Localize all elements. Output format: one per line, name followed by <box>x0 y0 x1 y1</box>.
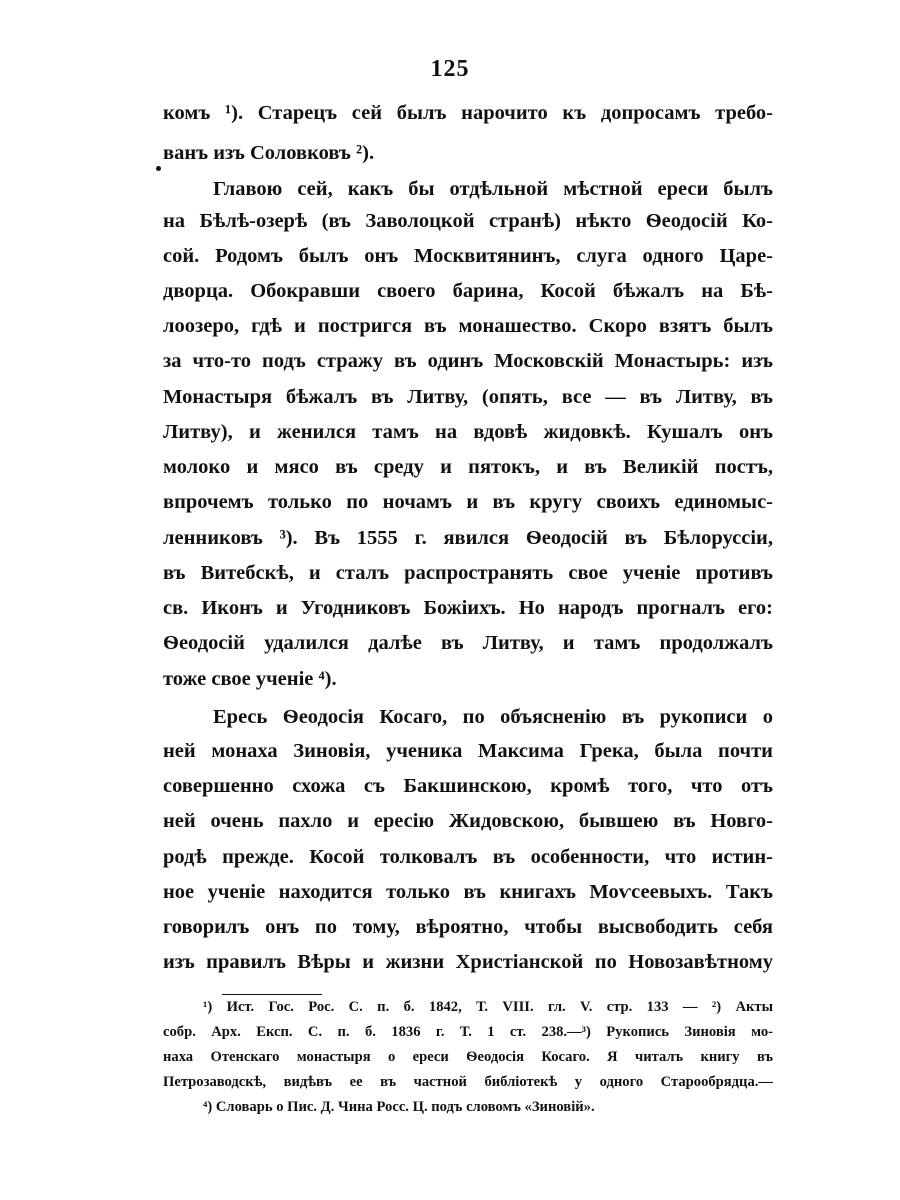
text-line: на Бѣлѣ-озерѣ (въ Заволоцкой странѣ) нѣкто Ѳеодосій Ко- <box>163 210 773 232</box>
footnote-line: наха Отенскаго монастыря о ереси Ѳеодосія Косаго. Я читалъ книгу въ <box>163 1049 773 1065</box>
text-line: лоозеро, гдѣ и постригся въ монашество. Скоро взятъ былъ <box>163 315 773 337</box>
footnote-line: ⁴) Словарь о Пис. Д. Чина Росс. Ц. подъ словомъ «Зиновій». <box>203 1099 595 1115</box>
text-line: комъ ¹). Старецъ сей былъ нарочито къ допросамъ требо- <box>163 102 773 124</box>
text-line: Ересь Ѳеодосія Косаго, по объясненію въ рукописи о <box>213 706 773 728</box>
text-line: изъ правилъ Вѣры и жизни Христіанской по Новозавѣтному <box>163 951 773 973</box>
text-line: Литву), и женился тамъ на вдовѣ жидовкѣ. Кушалъ онъ <box>163 421 773 443</box>
text-line: совершенно схожа съ Бакшинскою, кромѣ того, что отъ <box>163 775 773 797</box>
text-line: св. Иконъ и Угодниковъ Божіихъ. Но народъ прогналъ его: <box>163 597 773 619</box>
text-line: Монастыря бѣжалъ въ Литву, (опять, все — въ Литву, въ <box>163 386 773 408</box>
footnote-line: ¹) Ист. Гос. Рос. С. п. б. 1842, Т. VIII. гл. V. стр. 133 — ²) Акты <box>203 999 773 1015</box>
text-line: сой. Родомъ былъ онъ Москвитянинъ, слуга одного Царе- <box>163 245 773 267</box>
text-line: говорилъ онъ по тому, вѣроятно, чтобы высвободить себя <box>163 916 773 938</box>
footnote-line: собр. Арх. Експ. С. п. б. 1836 г. Т. 1 ст. 238.—³) Рукопись Зиновія мо- <box>163 1024 773 1040</box>
footnote-line: Петрозаводскѣ, видѣвъ ее въ частной библіотекѣ у одного Старообрядца.— <box>163 1074 773 1090</box>
text-line: родѣ прежде. Косой толковалъ въ особенности, что истин- <box>163 846 773 868</box>
text-line: Ѳеодосій удалился далѣе въ Литву, и тамъ продолжалъ <box>163 632 773 654</box>
text-line: ней очень пахло и ересію Жидовскою, бывшею въ Новго- <box>163 810 773 832</box>
text-line: ванъ изъ Соловковъ ²). <box>163 142 375 164</box>
text-line: Главою сей, какъ бы отдѣльной мѣстной ереси былъ <box>213 178 773 200</box>
text-line: молоко и мясо въ среду и пятокъ, и въ Великій постъ, <box>163 456 773 478</box>
ink-spot <box>156 166 161 171</box>
text-line: за что-то подъ стражу въ одинъ Московскій Монастырь: изъ <box>163 350 773 372</box>
footnote-separator <box>222 994 322 995</box>
text-line: ное ученіе находится только въ книгахъ Моѵсеевыхъ. Такъ <box>163 881 773 903</box>
text-line: впрочемъ только по ночамъ и въ кругу своихъ единомыс- <box>163 491 773 513</box>
page-number: 125 <box>430 56 470 82</box>
text-line: ленниковъ ³). Въ 1555 г. явился Ѳеодосій въ Бѣлоруссіи, <box>163 527 773 549</box>
text-line: дворца. Обокравши своего барина, Косой бѣжалъ на Бѣ- <box>163 280 773 302</box>
text-line: ней монаха Зиновія, ученика Максима Грека, была почти <box>163 740 773 762</box>
text-line: въ Витебскѣ, и сталъ распространять свое ученіе противъ <box>163 562 773 584</box>
text-line: тоже свое ученіе ⁴). <box>163 668 337 690</box>
